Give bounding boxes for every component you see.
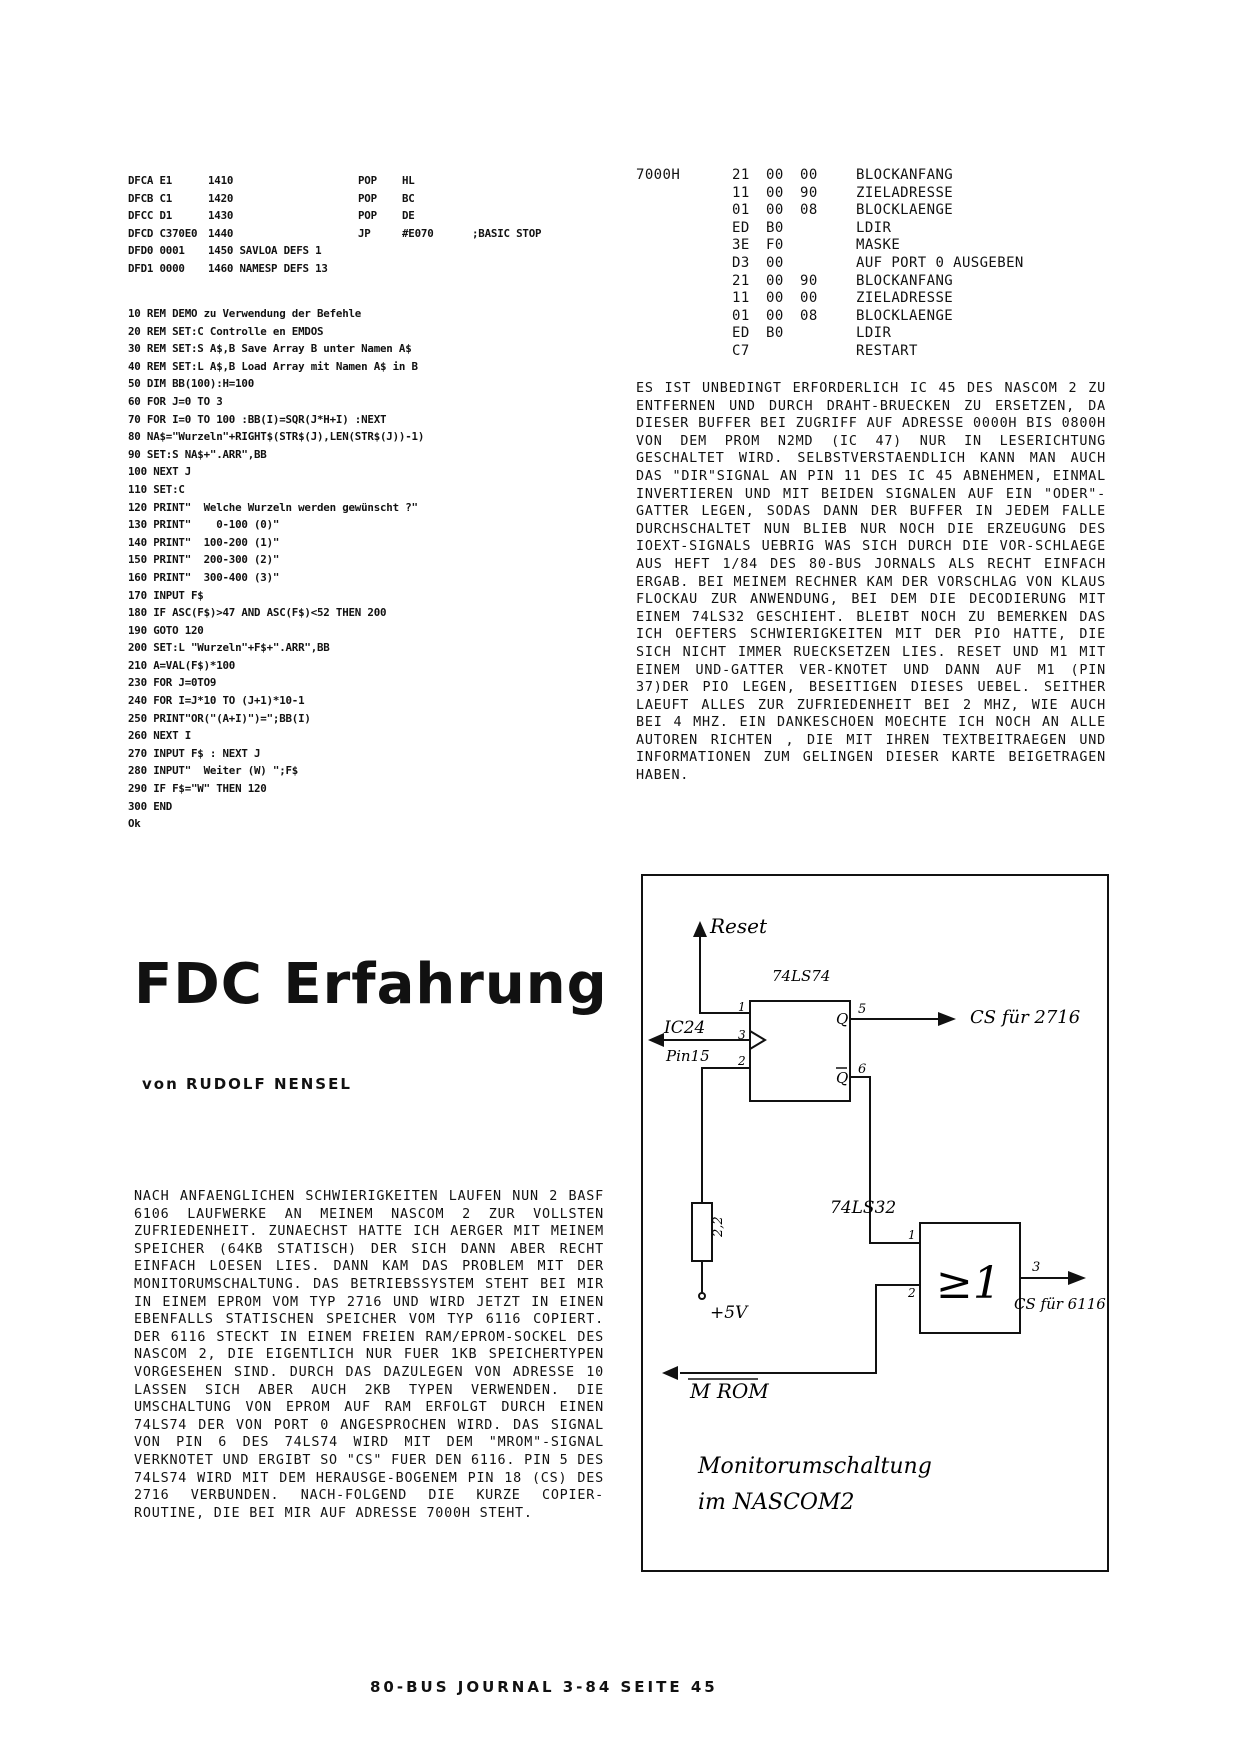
copy-routine-line xyxy=(636,308,1116,326)
copy-routine-b2: 00 xyxy=(766,290,784,307)
basic-line: 100 NEXT J xyxy=(128,465,192,479)
basic-line: 290 IF F$="W" THEN 120 xyxy=(128,782,267,796)
pin2-label: 2 xyxy=(738,1054,746,1068)
copy-routine-mnemonic: BLOCKLAENGE xyxy=(856,202,954,219)
copy-routine-b1: 21 xyxy=(732,272,750,289)
asm-header-comment: ;BASIC STOP xyxy=(472,226,542,240)
copy-routine-b1: 11 xyxy=(732,290,750,307)
basic-line: 40 REM SET:L A$,B Load Array mit Namen A$ in B xyxy=(128,359,418,373)
caption-line2: im NASCOM2 xyxy=(698,1490,855,1515)
copy-routine-b1: 01 xyxy=(732,202,750,219)
chip1-label: 74LS74 xyxy=(772,967,831,985)
basic-line: 70 FOR I=0 TO 100 :BB(I)=SQR(J*H+I) :NEXT xyxy=(128,412,387,426)
copy-routine-b1: C7 xyxy=(732,342,750,359)
copy-routine-b2: B0 xyxy=(766,325,784,342)
asm-header-op: POP xyxy=(358,174,377,187)
copy-routine-b1: ED xyxy=(732,219,750,236)
asm-header-listing xyxy=(128,172,542,278)
copy-routine-mnemonic: MASKE xyxy=(856,237,901,254)
asm-header-line xyxy=(128,225,542,243)
d-wire xyxy=(702,1068,750,1203)
basic-line: 140 PRINT" 100-200 (1)" xyxy=(128,535,280,549)
copy-routine-b2: F0 xyxy=(766,237,784,254)
asm-header-line: 1410 xyxy=(208,174,234,187)
copy-routine-line xyxy=(636,237,1116,255)
or-gate-symbol: ≥1 xyxy=(936,1258,1001,1309)
reset-arrow xyxy=(693,921,707,937)
asm-header-line: 1420 xyxy=(208,191,234,205)
copy-routine-line xyxy=(636,220,1116,238)
asm-header-addr: DFCB C1 xyxy=(128,191,173,205)
basic-line: 150 PRINT" 200-300 (2)" xyxy=(128,553,280,567)
copy-routine-b1: ED xyxy=(732,325,750,342)
ic24-arrow xyxy=(648,1033,664,1047)
asm-header-addr: DFD0 0001 xyxy=(128,244,185,258)
cs6116-label: CS für 6116 xyxy=(1014,1295,1106,1313)
copy-routine-b2: 00 xyxy=(766,254,784,271)
copy-routine-mnemonic: LDIR xyxy=(856,219,892,236)
flipflop-box xyxy=(750,1001,850,1101)
copy-routine-b3: 08 xyxy=(800,202,818,219)
ic24-label: IC24 xyxy=(664,1018,706,1038)
basic-line: 280 INPUT" Weiter (W) ";F$ xyxy=(128,764,299,778)
asm-header-op: JP xyxy=(358,226,371,240)
copy-routine-b1: D3 xyxy=(732,254,750,271)
basic-line: 180 IF ASC(F$)>47 AND ASC(F$)<52 THEN 200 xyxy=(128,606,387,620)
asm-header-line xyxy=(128,190,488,208)
article-body: NACH ANFAENGLICHEN SCHWIERIGKEITEN LAUFEN NUN 2 BASF 6106 LAUFWERKE AN MEINEM NASCOM 2 ZUR VOLLSTEN ZUFRIEDENHEIT. ZUNAECHST HATTE ICH AERGER MIT MEINEM SPEICHER (64KB STATISCH) DER SICH DANN ABER RECHT EINFACH LOESEN LIES. DANN KAM DAS PROBLEM MIT DER MONITORUMSCHALTUNG. DAS BETRIEBSSYSTEM STEHT BEI MIR IN EINEM EPROM VOM TYP 2716 UND WIRD JETZT IN EINEN EBENFALLS STATISCHEN SPEICHER VOM TYP 6116 COPIERT. DER 6116 STECKT IN EINEM FREIEN RAM/EPROM-SOCKEL DES NASCOM 2, DIE EIGENTLICH NUR FUER 1KB SPEICHERTYPEN VORGESEHEN SIND. DURCH DAS DAZULEGEN VON ADRESSE 10 LASSEN SICH ABER AUCH 2KB TYPEN VERWENDEN. DIE UMSCHALTUNG VON EPROM AUF RAM ERFOLGT DURCH EINEN 74LS74 DER VON PORT 0 ANGESPROCHEN WIRD. DAS SIGNAL VON PIN 6 DES 74LS74 WIRD MIT DEM "MROM"-SIGNAL VERKNOTET UND ERGIBT SO "CS" FUER DEN 6116. PIN 5 DES 74LS74 WIRD MIT DEM HERAUSGE-BOGENEM PIN 18 (CS) DES 2716 VERBUNDEN. NACH-FOLGEND DIE KURZE COPIER-ROUTINE, DIE BEI MIR AUF ADRESSE 7000H STEHT. xyxy=(134,1189,604,1521)
copy-routine-mnemonic: RESTART xyxy=(856,342,918,359)
copy-routine-line xyxy=(636,255,1116,273)
asm-header-addr: DFCA E1 xyxy=(128,174,173,187)
mrom-arrow xyxy=(662,1366,678,1380)
basic-line: 200 SET:L "Wurzeln"+F$+".ARR",BB xyxy=(128,641,330,655)
page-footer: 80-BUS JOURNAL 3-84 SEITE 45 xyxy=(370,1678,718,1696)
copy-routine-mnemonic: BLOCKANFANG xyxy=(856,167,954,183)
asm-header-line: 1430 xyxy=(208,209,234,223)
basic-line: 250 PRINT"OR("(A+I)")=";BB(I) xyxy=(128,711,311,725)
copy-routine-b2: 00 xyxy=(766,167,784,183)
copy-routine-mnemonic: BLOCKANFANG xyxy=(856,272,954,289)
copy-routine-line xyxy=(636,273,1116,291)
q-label: Q xyxy=(836,1010,849,1028)
copy-routine-mnemonic: AUF PORT 0 AUSGEBEN xyxy=(856,254,1024,271)
basic-line: 260 NEXT I xyxy=(128,729,192,743)
pin3-label: 3 xyxy=(738,1028,746,1042)
basic-line: 10 REM DEMO zu Verwendung der Befehle xyxy=(128,307,362,320)
caption-line1: Monitorumschaltung xyxy=(698,1454,932,1479)
copy-routine-b3: 90 xyxy=(800,272,818,289)
copy-routine-line xyxy=(636,167,1116,185)
copy-routine-listing xyxy=(636,167,1116,361)
copy-routine-b2: 00 xyxy=(766,184,784,201)
asm-header-line: 1460 NAMESP DEFS 13 xyxy=(208,261,328,275)
basic-line: 50 DIM BB(100):H=100 xyxy=(128,377,255,391)
copy-routine-mnemonic: BLOCKLAENGE xyxy=(856,307,954,324)
asm-header-arg: #E070 xyxy=(402,226,434,240)
basic-line: 240 FOR I=J*10 TO (J+1)*10-1 xyxy=(128,694,305,708)
copy-routine-line xyxy=(636,325,1116,343)
copy-routine-line xyxy=(636,202,1116,220)
mrom-label: M ROM xyxy=(690,1379,769,1403)
basic-line: 300 END xyxy=(128,799,173,813)
copy-routine-mnemonic: LDIR xyxy=(856,325,892,342)
copy-routine-line xyxy=(636,343,1116,361)
copy-routine-addr: 7000H xyxy=(636,167,681,183)
basic-line: 170 INPUT F$ xyxy=(128,588,204,602)
pin1-label: 1 xyxy=(738,1000,746,1014)
qbar-label: Q xyxy=(836,1069,849,1087)
asm-header-addr: DFCD C370E0 xyxy=(128,226,198,240)
qbar-wire xyxy=(850,1077,920,1243)
asm-header-line xyxy=(128,260,488,278)
basic-line: 270 INPUT F$ : NEXT J xyxy=(128,746,261,760)
asm-header-op: POP xyxy=(358,209,377,223)
copy-routine-b2: 00 xyxy=(766,307,784,324)
asm-header-arg: DE xyxy=(402,209,415,223)
basic-line: Ok xyxy=(128,817,141,831)
copy-routine-b2: B0 xyxy=(766,219,784,236)
cs2716-arrow xyxy=(938,1012,956,1026)
asm-header-line xyxy=(128,172,488,190)
asm-header-arg: BC xyxy=(402,191,415,205)
asm-header-line: 1440 xyxy=(208,226,234,240)
gate-pin1-label: 1 xyxy=(908,1228,916,1242)
copy-routine-b1: 3E xyxy=(732,237,750,254)
pin6-label: 6 xyxy=(858,1062,867,1077)
basic-listing xyxy=(128,305,608,833)
gate-pin2-label: 2 xyxy=(908,1286,916,1300)
gate-pin3-label: 3 xyxy=(1032,1260,1041,1275)
copy-routine-b1: 01 xyxy=(732,307,750,324)
basic-line: 90 SET:S NA$+".ARR",BB xyxy=(128,447,267,461)
asm-header-op: POP xyxy=(358,191,377,205)
basic-line: 120 PRINT" Welche Wurzeln werden gewünscht ?" xyxy=(128,500,418,514)
copy-routine-b3: 90 xyxy=(800,184,818,201)
copy-routine-b2: 00 xyxy=(766,272,784,289)
basic-line: 60 FOR J=0 TO 3 xyxy=(128,394,223,408)
cs2716-label: CS für 2716 xyxy=(970,1007,1081,1028)
pin5-label: 5 xyxy=(858,1002,867,1017)
basic-line: 110 SET:C xyxy=(128,482,185,496)
asm-header-arg: HL xyxy=(402,174,415,187)
cs6116-arrow xyxy=(1068,1271,1086,1285)
right-column-text: ES IST UNBEDINGT ERFORDERLICH IC 45 DES NASCOM 2 ZU ENTFERNEN UND DURCH DRAHT-BRUECKEN ZU ERSETZEN, DA DIESER BUFFER BEI ZUGRIFF AUF ADRESSE 0000H BIS 0800H VON DEM PROM N2MD (IC 47) NUR IN LESERICHTUNG GESCHALTET WIRD. SELBSTVERSTAENDLICH KANN MAN AUCH DAS "DIR"SIGNAL AN PIN 11 DES IC 45 ABNEHMEN, EINMAL INVERTIEREN UND MIT BEIDEN SIGNALEN AUF EIN "ODER"-GATTER LEGEN, SODAS DANN DER BUFFER IN JEDEM FALLE DURCHSCHALTET NUN BLIEB NUR NOCH DIE ERZEUGUNG DES IOEXT-SIGNALS UEBRIG WAS SICH DURCH DIE VOR-SCHLAEGE AUS HEFT 1/84 DES 80-BUS JORNALS ALS RECHT EINFACH ERGAB. BEI MEINEM RECHNER KAM DER VORSCHLAG VON KLAUS FLOCKAU ZUR ANWENDUNG, BEI DEM DIE DECODIERUNG MIT EINEM 74LS32 GESCHIEHT. BLEIBT NOCH ZU BEMERKEN DAS ICH OEFTERS SCHWIERIGKEITEN MIT DER PIO HATTE, DIE SICH NICHT IMMER RUECKSETZEN LIES. RESET UND M1 MIT EINEM UND-GATTER VER-KNOTET UND DANN AUF M1 (PIN 37)DER PIO LEGEN, BESEITIGEN DIESES UEBEL. SEITHER LAEUFT ALLES ZUR ZUFRIEDENHEIT BEI 2 MHZ, WIE AUCH BEI 4 MHZ. EIN DANKESCHOEN MOECHTE ICH NOCH AN ALLE AUTOREN RICHTEN , DIE MIT IHREN TEXTBEITRAEGEN UND INFORMATIONEN ZUM GELINGEN DIESER KARTE BEIGETRAGEN HABEN. xyxy=(636,381,1106,784)
copy-routine-b3: 00 xyxy=(800,167,818,183)
basic-line: 160 PRINT" 300-400 (3)" xyxy=(128,570,280,584)
basic-line: 30 REM SET:S A$,B Save Array B unter Namen A$ xyxy=(128,342,412,356)
basic-line: 130 PRINT" 0-100 (0)" xyxy=(128,518,280,532)
schematic-diagram xyxy=(640,873,1110,1573)
basic-line: 190 GOTO 120 xyxy=(128,623,204,637)
copy-routine-b2: 00 xyxy=(766,202,784,219)
copy-routine-b3: 00 xyxy=(800,290,818,307)
asm-header-line: 1450 SAVLOA DEFS 1 xyxy=(208,244,322,258)
basic-line: 210 A=VAL(F$)*100 xyxy=(128,658,236,672)
copy-routine-mnemonic: ZIELADRESSE xyxy=(856,290,954,307)
asm-header-line xyxy=(128,207,488,225)
plus5v-label: +5V xyxy=(710,1303,748,1323)
copy-routine-line xyxy=(636,290,1116,308)
asm-header-addr: DFCC D1 xyxy=(128,209,173,223)
basic-line: 230 FOR J=0TO9 xyxy=(128,676,217,690)
asm-header-addr: DFD1 0000 xyxy=(128,261,185,275)
article-byline: von RUDOLF NENSEL xyxy=(142,1075,352,1093)
copy-routine-b1: 11 xyxy=(732,184,750,201)
asm-header-line xyxy=(128,242,488,260)
copy-routine-line xyxy=(636,185,1116,203)
basic-line: 80 NA$="Wurzeln"+RIGHT$(STR$(J),LEN(STR$(J))-1) xyxy=(128,430,425,444)
article-title: FDC Erfahrung xyxy=(134,952,608,1017)
pin15-label: Pin15 xyxy=(666,1047,710,1065)
copy-routine-mnemonic: ZIELADRESSE xyxy=(856,184,954,201)
chip2-label: 74LS32 xyxy=(830,1198,897,1218)
reset-label: Reset xyxy=(710,914,768,938)
basic-line: 20 REM SET:C Controlle en EMDOS xyxy=(128,324,324,338)
copy-routine-b3: 08 xyxy=(800,307,818,324)
resistor-label: 2,2 xyxy=(711,1216,726,1237)
mrom-wire xyxy=(680,1285,920,1373)
resistor xyxy=(692,1203,712,1261)
copy-routine-b1: 21 xyxy=(732,167,750,183)
